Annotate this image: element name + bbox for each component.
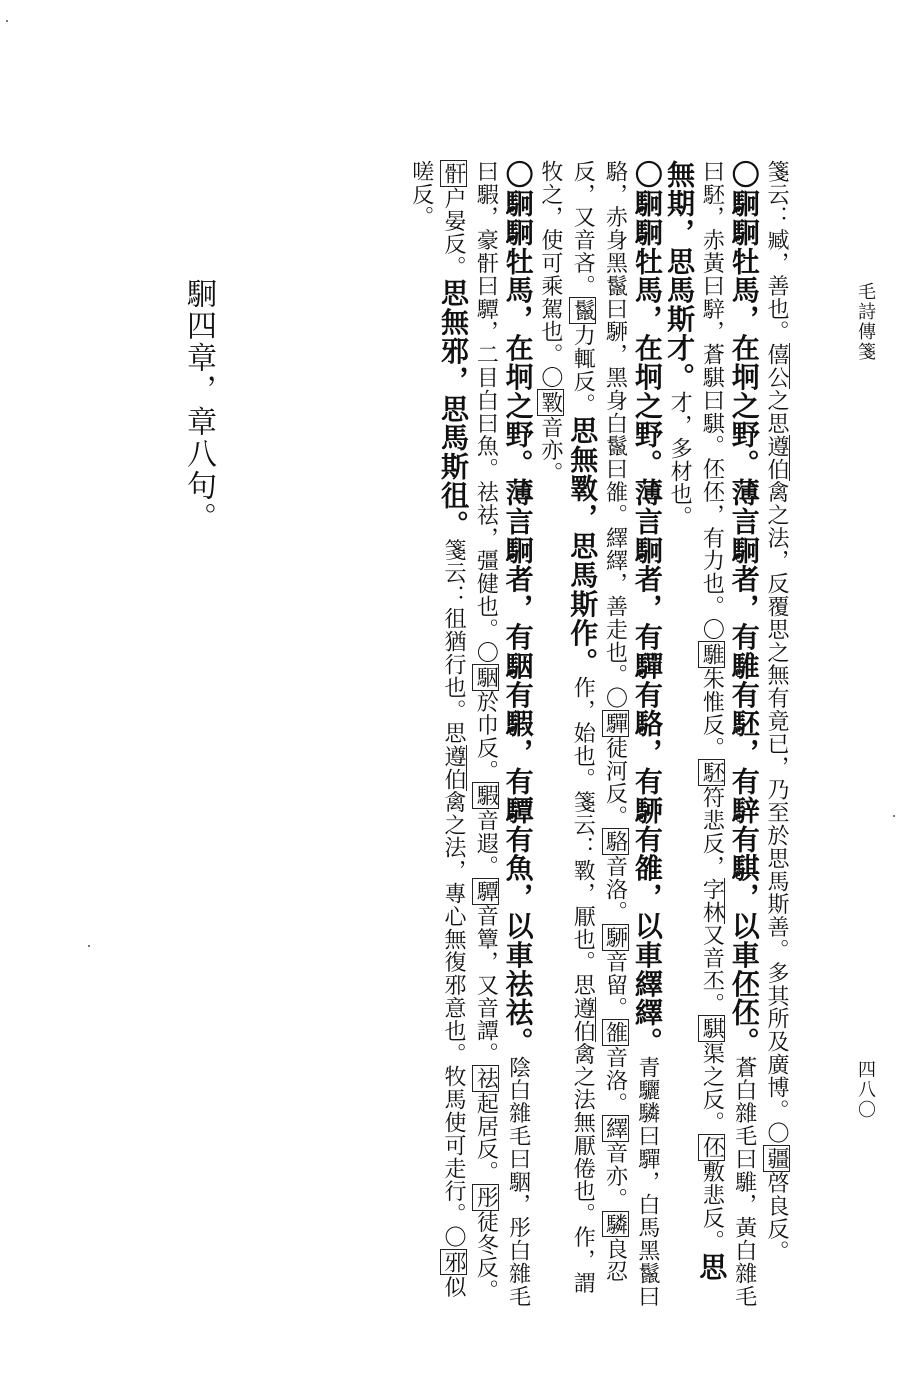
boxed-headword: 騢 <box>473 784 499 808</box>
boxed-headword: 駓 <box>699 761 725 785</box>
scan-speck <box>88 945 90 947</box>
annotation: 渠之反。 <box>699 1042 725 1134</box>
annotation: 音遐。 <box>473 809 499 878</box>
annotation: 音留。 <box>602 950 628 1020</box>
annotation: 敷悲反。 <box>699 1160 725 1253</box>
boxed-headword: 騅 <box>699 642 725 666</box>
proper-name: 字林 <box>699 877 725 924</box>
annotation: 户晏反。 <box>441 186 467 279</box>
proper-name: 遵伯 <box>441 744 467 791</box>
annotation: 禽之法，專心無復邪意也。牧馬使可走行。〇 <box>441 790 467 1249</box>
boxed-headword: 鬣 <box>570 299 596 323</box>
boxed-headword: 伾 <box>699 1135 725 1159</box>
annotation: 朱惟反。 <box>699 667 725 760</box>
boxed-headword: 繹 <box>602 1116 628 1140</box>
classic-text: 〇駉駉牡馬，在坰之野。薄言駉者，有驒有駱，有駵有雒，以車繹繹。 <box>630 160 664 1056</box>
annotation: 徒河反。 <box>602 736 628 829</box>
classic-text: 思無期，思馬斯才。 <box>663 160 729 1282</box>
boxed-headword: 駰 <box>473 665 499 689</box>
classic-text: 〇駉駉牡馬，在坰之野。薄言駉者，有駰有騢，有驔有魚，以車祛祛。 <box>501 160 535 1056</box>
classic-text: 思無邪，思馬斯徂。 <box>437 278 471 539</box>
annotation: 箋云：徂猶行也。思 <box>441 538 467 745</box>
scan-speck <box>6 20 8 22</box>
annotation: 禽之法無厭倦也。作，謂牧之，使可乘駕也。〇 <box>537 160 596 1295</box>
boxed-headword: 骭 <box>441 162 467 185</box>
annotation: 蒼白雜毛曰騅，黃白雜毛曰駓，赤黃曰騂，蒼騏曰騏。伾伾，有力也。〇 <box>699 160 757 1308</box>
classic-text: 思無斁，思馬斯作。 <box>566 415 600 677</box>
annotation: 似嗟反。 <box>408 160 467 1299</box>
chapter-colophon: 駉四章，章八句。 <box>181 278 216 534</box>
annotation: 起居反。 <box>473 1092 499 1184</box>
boxed-headword: 駵 <box>602 925 628 949</box>
annotation: 青驪驎曰驒，白馬黑鬣曰駱，赤身黑鬣曰駵，黑身白鬣曰雒。繹繹，善走也。〇 <box>602 160 660 1308</box>
boxed-headword: 駱 <box>602 830 628 854</box>
boxed-headword: 彤 <box>473 1185 499 1209</box>
boxed-headword: 騏 <box>699 1017 725 1041</box>
boxed-headword: 祛 <box>473 1067 499 1091</box>
proper-name: 遵伯 <box>570 996 596 1043</box>
annotation: 才，多材也。 <box>667 391 693 529</box>
paragraph <box>760 160 792 1310</box>
boxed-headword: 邪 <box>441 1250 467 1274</box>
annotation: 音洛。 <box>602 1046 628 1115</box>
annotation: 音簟，又音譚。 <box>473 904 499 1066</box>
annotation: 箋云：臧，善也。 <box>764 160 789 344</box>
annotation: 於巾反。 <box>473 690 499 783</box>
annotation: 之思 <box>764 389 789 435</box>
boxed-headword: 斁 <box>537 391 563 414</box>
classic-text: 〇駉駉牡馬，在坰之野。薄言駉者，有騅有駓，有騂有騏，以車伾伾。 <box>727 160 761 1056</box>
paragraph <box>663 160 760 1310</box>
annotation: 力輒反。 <box>570 324 596 416</box>
running-title: 毛詩傳箋 <box>855 282 876 362</box>
boxed-headword: 驎 <box>602 1212 628 1236</box>
proper-name: 僖公 <box>764 343 789 390</box>
annotation: 作，始也。箋云：斁，厭也。思 <box>570 676 596 997</box>
annotation: 禽之法，反覆思之無有竟已，乃至於思馬斯善。多其所及廣博。〇 <box>764 480 789 1145</box>
annotation: 良忍反，又音吝。 <box>570 160 628 1284</box>
annotation: 音亦。 <box>602 1141 628 1211</box>
boxed-headword: 驒 <box>602 711 628 735</box>
boxed-headword: 驔 <box>473 879 499 903</box>
scan-speck <box>893 815 895 817</box>
page-number: 四八〇 <box>855 1060 876 1120</box>
proper-name: 遵伯 <box>764 434 789 481</box>
annotation: 音洛。 <box>602 855 628 924</box>
boxed-headword: 疆 <box>764 1146 789 1170</box>
annotation: 啓良反。 <box>764 1171 789 1264</box>
boxed-headword: 雒 <box>602 1021 628 1045</box>
annotation: 音亦。 <box>537 415 563 485</box>
paragraph <box>404 160 533 1310</box>
annotation: 徒冬反。 <box>473 1210 499 1303</box>
annotation: 又音丕。 <box>699 923 725 1016</box>
annotation: 陰白雜毛曰駰，彤白雜毛曰騢，豪骭曰驔，二目白曰魚。祛祛，彊健也。〇 <box>473 160 531 1308</box>
paragraph <box>534 160 663 1310</box>
annotation: 符悲反， <box>699 786 725 878</box>
